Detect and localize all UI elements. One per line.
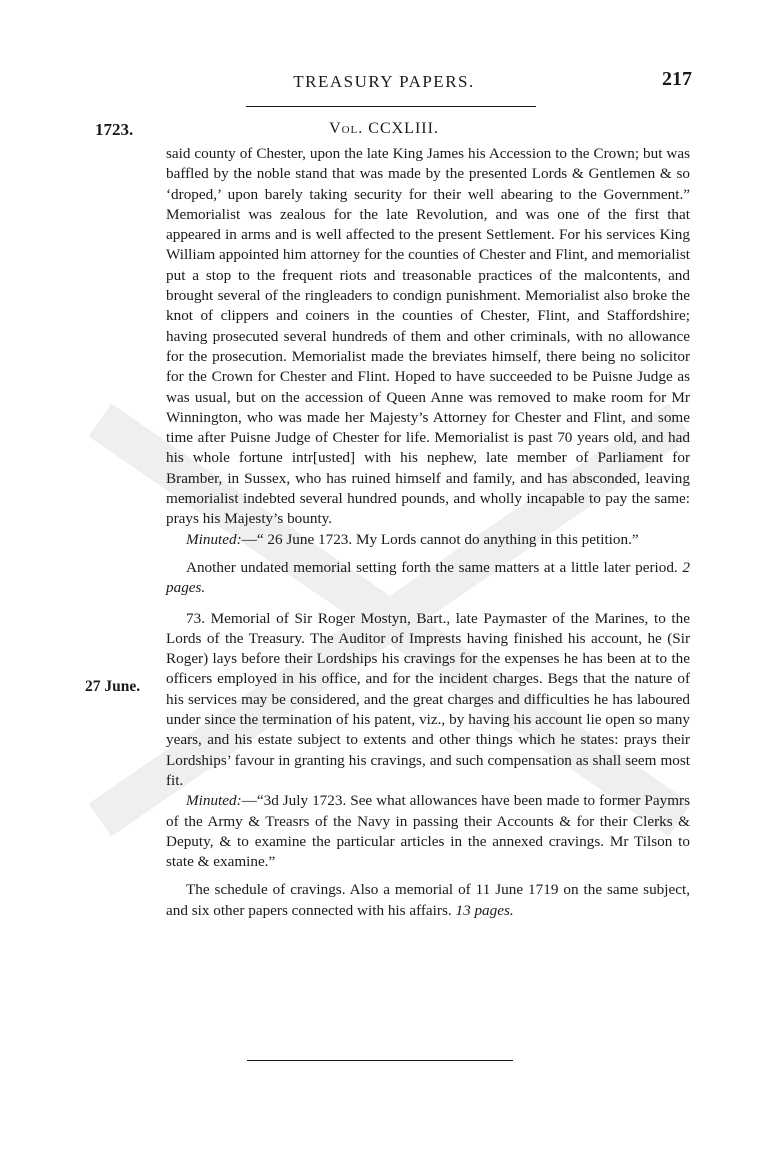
page-count: 2 pages.	[166, 558, 691, 597]
page-body	[166, 144, 690, 921]
footer-rule	[247, 1060, 513, 1061]
entry-73	[166, 609, 690, 921]
entry-72-note	[166, 558, 690, 599]
entry-73-minute	[166, 791, 690, 872]
minuted-text: —“ 26 June 1723. My Lords cannot do anything in this petition.”	[241, 530, 639, 548]
page-count: 13 pages.	[455, 901, 514, 919]
header-rule	[246, 106, 536, 107]
volume-heading: Vol. CCXLIII.	[329, 120, 439, 137]
entry-72-minute	[166, 530, 690, 550]
entry-72	[166, 144, 690, 599]
minuted-label: Minuted:	[186, 530, 242, 548]
entry-73-note	[166, 880, 690, 921]
minuted-label: Minuted:	[186, 792, 242, 810]
entry-72-paragraph: said county of Chester, upon the late King James his Accession to the Crown; but was baffled by the noble stand that was made by the presented Lords & Gentlemen & so ‘droped,’ upon barely taking security for their well abearing to the Government.” Memorialist was zealous for the late Revolution, and was one of the first that appeared in arms and is well affected to the present Settlement. For his services King William appointed him attorney for the counties of Chester and Flint, and memorialist put a stop to the frequent riots and treasonable practices of the malcontents, and brought several of the ringleaders to condign punishment. Memorialist also broke the knot of clippers and coiners in the counties of Chester, Flint, and Staffordshire; having prosecuted several hundreds of them and other criminals, with no allowance for the prosecution. Memorialist made the breviates himself, there being no solicitor for the Crown for Chester and Flint. Hoped to have succeeded to be Puisne Judge as was usual, but on the accession of Queen Anne was removed to make room for Mr Winnington, who was made her Majesty’s Attorney for Chester and Flint, and some time after Puisne Judge of Chester for life. Memorialist is past 70 years old, and had his whole fortune intr[usted] with his nephew, late member of Parliament for Bramber, in Sussex, who has ruined himself and family, and has absconded, leaving memorialist indebted several hundred pounds, and wholly incapable to pay the same: prays his Majesty’s bounty.	[166, 145, 690, 528]
page-number: 217	[662, 68, 692, 90]
margin-date: 27 June.	[85, 678, 141, 695]
note-text: Another undated memorial setting forth the same matters at a little later period.	[186, 558, 678, 576]
margin-year: 1723.	[95, 120, 134, 139]
note-text: The schedule of cravings. Also a memorial of 11 June 1719 on the same subject, and six other papers connected with his affairs.	[166, 881, 690, 919]
running-title: TREASURY PAPERS.	[293, 72, 475, 91]
minuted-text: —“3d July 1723. See what allowances have been made to former Paymrs of the Army & Treasrs of the Navy in passing their Accounts & for their Clerks & Deputy, & to examine the particular articles in the annexed cravings. Mr Tilson to state & examine.”	[166, 792, 690, 871]
entry-73-paragraph: 73. Memorial of Sir Roger Mostyn, Bart., late Paymaster of the Marines, to the Lords of the Treasury. The Auditor of Imprests having finished his account, he (Sir Roger) lays before their Lordships his cravings for the expenses he has been at to the officers employed in his office, and for the incident charges. Begs that the nature of his services may be considered, and the great charges and difficulties he has laboured under since the termination of his patent, viz., by having his account lie open so many years, and his estate subject to extents and other things which he states: prays their Lordships’ favour in granting his cravings, and such compensation as shall seem most fit.	[166, 609, 690, 789]
